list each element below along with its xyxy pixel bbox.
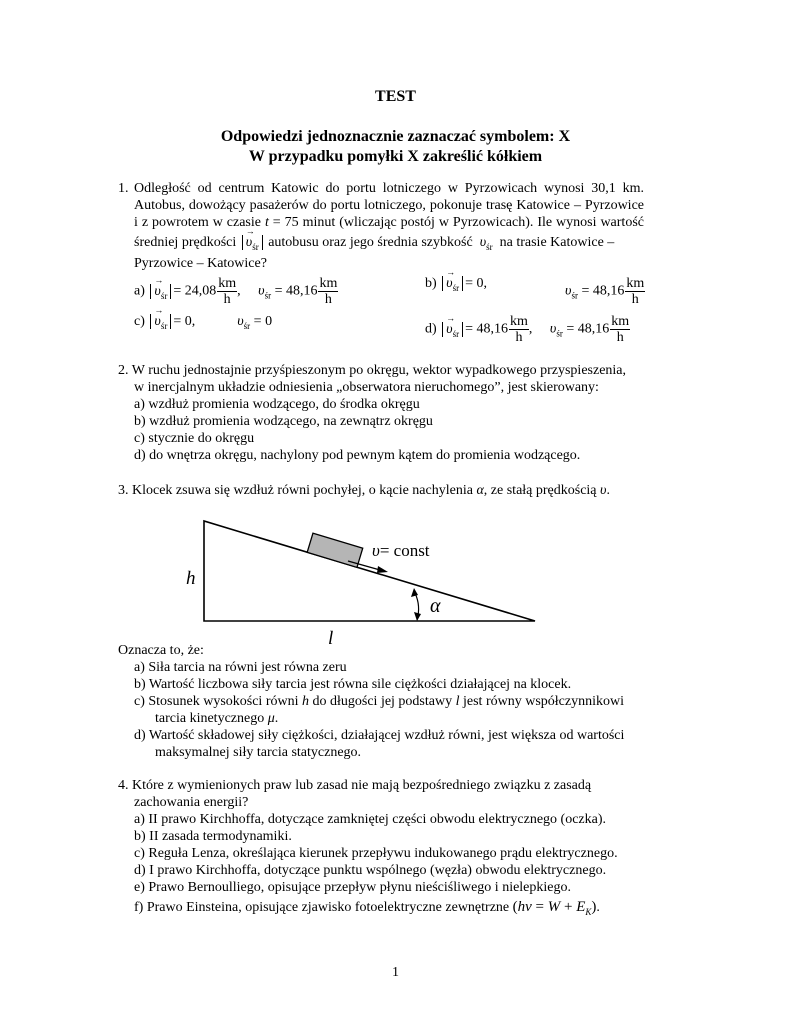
q3-option-c-line-2: tarcia kinetycznego μ. (155, 711, 279, 726)
einstein-formula: $(h\nu = W + E_K)$ (512, 899, 597, 917)
q4-option-a: a) II prawo Kirchhoffa, dotyczące zamkniętej części obwodu elektrycznego (oczka). (134, 812, 607, 827)
height-label: h (186, 568, 196, 589)
q1-line-4: średniej prędkości → $\upsilon_{śr}$ autobusu oraz jego średnia szybkość $\upsilon_{śr}$ na trasie Katowice – (134, 235, 614, 252)
page-number: 1 (392, 965, 399, 980)
q1-option-c: $c) \to \upsilon_{śr} = 0$, $\upsilon_{śr} = 0$ (134, 314, 272, 331)
q1-line-5: Pyrzowice – Katowice? (134, 256, 267, 271)
q4-option-c: c) Reguła Lenza, określająca kierunek przepływu indukowanego prądu elektrycznego. (134, 846, 618, 861)
v-const-label: υ= const (372, 541, 430, 560)
q1-option-b: $b) \to \upsilon_{śr} = 0$, (425, 276, 487, 293)
incline-triangle (204, 521, 535, 621)
q1-option-a: $a) \to \upsilon_{śr} = 24,08$ $\frac{km}{h}$ , $\upsilon_{śr} = 48,16$ $\frac{km}{h}$ (134, 276, 338, 307)
angle-arrow-top (411, 588, 418, 597)
q4-option-f: f) Prawo Einsteina, opisujące zjawisko fotoelektryczne zewnętrzne $(h\nu = W + E_K)$. (134, 899, 600, 917)
q4-line-1: 4. Które z wymienionych praw lub zasad nie mają bezpośredniego związku z zasadą (118, 778, 592, 793)
q1-option-d: $d) \to \upsilon_{śr} = 48,16$ $\frac{km}{h}$ , $\upsilon_{śr} = 48,16$ $\frac{km}{h}$ (425, 314, 630, 345)
q2-option-a: a) wzdłuż promienia wodzącego, do środka okręgu (134, 397, 420, 412)
q3-option-b: b) Wartość liczbowa siły tarcia jest równa sile ciężkości działającej na klocek. (134, 677, 572, 692)
q1-line-3: i z powrotem w czasie t = 75 minut (wliczając postój w Pyrzowicach). Ile wynosi wartość (134, 215, 644, 230)
angle-arrow-bottom (414, 612, 421, 621)
q4-option-e: e) Prawo Bernoulliego, opisujące przepływ płynu nieściśliwego i nielepkiego. (134, 880, 572, 895)
q2-option-d: d) do wnętrza okręgu, nachylony pod pewnym kątem do promienia wodzącego. (134, 448, 581, 463)
q2-line-2: w inercjalnym układzie odniesienia „obserwatora nieruchomego”, jest skierowany: (134, 380, 599, 395)
q2-line-1: 2. W ruchu jednostajnie przyśpieszonym po okręgu, wektor wypadkowego przyspieszenia, (118, 363, 627, 378)
q3-option-d-line-1: d) Wartość składowej siły ciężkości, działającej wzdłuż równi, jest większa od wartości (134, 728, 625, 743)
instruction-line-2: W przypadku pomyłki X zakreślić kółkiem (248, 148, 543, 165)
q3-line-1: 3. Klocek zsuwa się wzdłuż równi pochyłej, o kącie nachylenia α, ze stałą prędkością υ. (118, 483, 610, 498)
q1-line-2: Autobus, dowożący pasażerów do portu lotniczego, pokonuje trasę Katowice – Pyrzowice (134, 198, 644, 213)
length-label: l (328, 628, 334, 649)
q3-option-a: a) Siła tarcia na równi jest równa zeru (134, 660, 347, 675)
q4-line-2: zachowania energii? (134, 795, 249, 810)
q4-option-d: d) I prawo Kirchhoffa, dotyczące punktu wspólnego (węzła) obwodu elektrycznego. (134, 863, 607, 878)
q2-option-b: b) wzdłuż promienia wodzącego, na zewnątrz okręgu (134, 414, 433, 429)
q4-option-b: b) II zasada termodynamiki. (134, 829, 292, 844)
q1-option-b-speed: $\upsilon_{śr} = 48,16$ $\frac{km}{h}$ (565, 276, 645, 307)
alpha-label: α (430, 595, 441, 617)
q2-option-c: c) stycznie do okręgu (134, 431, 255, 446)
q1-line-1: Odległość od centrum Katowic do portu lotniczego w Pyrzowicach wynosi 30,1 km. (134, 181, 644, 196)
q3-option-d-line-2: maksymalnej siły tarcia statycznego. (155, 745, 362, 760)
instruction-line-1: Odpowiedzi jednoznacznie zaznaczać symbolem: X (220, 128, 571, 145)
velocity-arrowhead (377, 566, 388, 573)
page-title: TEST (375, 88, 416, 105)
q3-intro: Oznacza to, że: (118, 643, 204, 658)
q1-number: 1. (118, 181, 129, 196)
q3-option-c-line-1: c) Stosunek wysokości równi h do długości jej podstawy l jest równy współczynnikowi (134, 694, 624, 709)
